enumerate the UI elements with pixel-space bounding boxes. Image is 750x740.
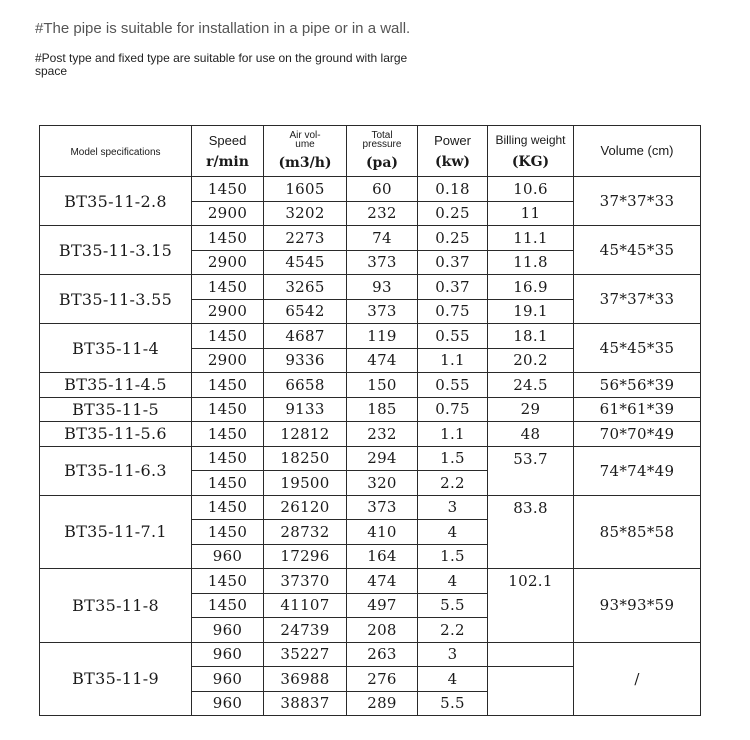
air-cell: 35227 — [264, 642, 347, 667]
model-cell: BT35-11-4 — [40, 324, 192, 373]
header-air-volume — [264, 126, 347, 177]
model-cell: BT35-11-9 — [40, 642, 192, 716]
pressure-cell: 410 — [347, 520, 418, 545]
speed-cell: 1450 — [192, 446, 264, 471]
weight-cell: 11.1 — [488, 226, 574, 251]
weight-cell — [488, 667, 574, 692]
weight-cell: 83.8 — [488, 495, 574, 520]
speed-cell: 2900 — [192, 250, 264, 275]
pressure-cell: 164 — [347, 544, 418, 569]
table-row — [40, 275, 701, 300]
speed-cell: 1450 — [192, 471, 264, 496]
install-note: #The pipe is suitable for installation in a pipe or in a wall. — [35, 20, 411, 37]
air-cell: 26120 — [264, 495, 347, 520]
power-cell: 0.37 — [418, 275, 488, 300]
header-power-label: Power — [434, 132, 471, 148]
power-cell: 1.1 — [418, 348, 488, 373]
table-row — [40, 642, 701, 667]
pressure-cell: 185 — [347, 397, 418, 422]
model-cell: BT35-11-8 — [40, 569, 192, 643]
header-weight — [488, 126, 574, 177]
air-cell: 41107 — [264, 593, 347, 618]
model-cell: BT35-11-2.8 — [40, 177, 192, 226]
air-cell: 6542 — [264, 299, 347, 324]
air-cell: 18250 — [264, 446, 347, 471]
weight-cell: 48 — [488, 422, 574, 447]
volume-cell: 56*56*39 — [574, 373, 701, 398]
weight-cell: 20.2 — [488, 348, 574, 373]
speed-cell: 1450 — [192, 422, 264, 447]
weight-cell: 19.1 — [488, 299, 574, 324]
header-model-label: Model specifications — [70, 147, 161, 158]
header-speed — [192, 126, 264, 177]
speed-cell: 960 — [192, 544, 264, 569]
header-volume — [574, 126, 701, 177]
volume-cell: 45*45*35 — [574, 324, 701, 373]
header-speed-unit: r/min — [206, 153, 249, 170]
pressure-cell: 320 — [347, 471, 418, 496]
power-cell: 0.55 — [418, 373, 488, 398]
power-cell: 2.2 — [418, 471, 488, 496]
pressure-cell: 208 — [347, 618, 418, 643]
pressure-cell: 232 — [347, 201, 418, 226]
power-cell: 1.5 — [418, 544, 488, 569]
volume-cell: 61*61*39 — [574, 397, 701, 422]
table-row — [40, 226, 701, 251]
header-speed-label: Speed — [208, 132, 247, 148]
air-cell: 4545 — [264, 250, 347, 275]
pressure-cell: 263 — [347, 642, 418, 667]
air-cell: 28732 — [264, 520, 347, 545]
header-power-unit: (kw) — [435, 153, 470, 170]
header-power — [418, 126, 488, 177]
volume-cell: / — [574, 642, 701, 716]
speed-cell: 1450 — [192, 177, 264, 202]
weight-cell — [488, 618, 574, 643]
speed-cell: 2900 — [192, 201, 264, 226]
weight-cell: 102.1 — [488, 569, 574, 594]
header-row — [40, 126, 701, 177]
air-cell: 38837 — [264, 691, 347, 716]
pressure-cell: 474 — [347, 569, 418, 594]
air-cell: 4687 — [264, 324, 347, 349]
speed-cell: 1450 — [192, 373, 264, 398]
volume-cell: 37*37*33 — [574, 275, 701, 324]
volume-cell: 85*85*58 — [574, 495, 701, 569]
air-cell: 17296 — [264, 544, 347, 569]
model-cell: BT35-11-5.6 — [40, 422, 192, 447]
weight-cell — [488, 593, 574, 618]
header-weight-unit: (KG) — [511, 153, 550, 170]
model-cell: BT35-11-5 — [40, 397, 192, 422]
weight-cell — [488, 544, 574, 569]
weight-cell — [488, 471, 574, 496]
power-cell: 3 — [418, 495, 488, 520]
power-cell: 1.5 — [418, 446, 488, 471]
model-cell: BT35-11-6.3 — [40, 446, 192, 495]
pressure-cell: 373 — [347, 299, 418, 324]
power-cell: 5.5 — [418, 691, 488, 716]
weight-cell: 24.5 — [488, 373, 574, 398]
model-cell: BT35-11-7.1 — [40, 495, 192, 569]
power-cell: 4 — [418, 569, 488, 594]
weight-cell: 11.8 — [488, 250, 574, 275]
air-cell: 12812 — [264, 422, 347, 447]
volume-cell: 93*93*59 — [574, 569, 701, 643]
weight-cell — [488, 642, 574, 667]
power-cell: 2.2 — [418, 618, 488, 643]
air-cell: 1605 — [264, 177, 347, 202]
speed-cell: 960 — [192, 667, 264, 692]
air-cell: 2273 — [264, 226, 347, 251]
header-air-label: Air vol- ume — [289, 130, 321, 150]
table-row — [40, 397, 701, 422]
pressure-cell: 93 — [347, 275, 418, 300]
header-weight-label: Billing weight — [495, 132, 566, 147]
table-row — [40, 569, 701, 594]
table-row — [40, 495, 701, 520]
usage-note: #Post type and fixed type are suitable for use on the ground with large space — [35, 51, 408, 78]
header-model — [40, 126, 192, 177]
table-row — [40, 324, 701, 349]
spec-table — [39, 125, 701, 716]
speed-cell: 1450 — [192, 397, 264, 422]
weight-cell: 18.1 — [488, 324, 574, 349]
pressure-cell: 276 — [347, 667, 418, 692]
speed-cell: 1450 — [192, 275, 264, 300]
table-row — [40, 373, 701, 398]
power-cell: 0.37 — [418, 250, 488, 275]
power-cell: 4 — [418, 520, 488, 545]
speed-cell: 1450 — [192, 495, 264, 520]
weight-cell: 10.6 — [488, 177, 574, 202]
weight-cell — [488, 520, 574, 545]
speed-cell: 960 — [192, 618, 264, 643]
speed-cell: 1450 — [192, 324, 264, 349]
weight-cell: 11 — [488, 201, 574, 226]
pressure-cell: 232 — [347, 422, 418, 447]
air-cell: 9336 — [264, 348, 347, 373]
volume-cell: 45*45*35 — [574, 226, 701, 275]
speed-cell: 1450 — [192, 593, 264, 618]
speed-cell: 1450 — [192, 226, 264, 251]
table-row — [40, 177, 701, 202]
power-cell: 3 — [418, 642, 488, 667]
header-pressure-unit: (pa) — [365, 155, 399, 171]
air-cell: 24739 — [264, 618, 347, 643]
air-cell: 19500 — [264, 471, 347, 496]
speed-cell: 1450 — [192, 569, 264, 594]
model-cell: BT35-11-3.55 — [40, 275, 192, 324]
pressure-cell: 74 — [347, 226, 418, 251]
table-row — [40, 422, 701, 447]
air-cell: 37370 — [264, 569, 347, 594]
power-cell: 0.25 — [418, 201, 488, 226]
air-cell: 36988 — [264, 667, 347, 692]
pressure-cell: 497 — [347, 593, 418, 618]
power-cell: 0.18 — [418, 177, 488, 202]
pressure-cell: 373 — [347, 250, 418, 275]
power-cell: 5.5 — [418, 593, 488, 618]
header-air-unit: (m3/h) — [278, 155, 332, 171]
header-volume-label: Volume (cm) — [600, 143, 674, 158]
weight-cell: 53.7 — [488, 446, 574, 471]
model-cell: BT35-11-4.5 — [40, 373, 192, 398]
volume-cell: 74*74*49 — [574, 446, 701, 495]
speed-cell: 2900 — [192, 299, 264, 324]
table-row — [40, 446, 701, 471]
header-pressure-label: Total pressure — [362, 130, 402, 150]
pressure-cell: 289 — [347, 691, 418, 716]
pressure-cell: 60 — [347, 177, 418, 202]
speed-cell: 1450 — [192, 520, 264, 545]
air-cell: 3265 — [264, 275, 347, 300]
air-cell: 9133 — [264, 397, 347, 422]
header-pressure — [347, 126, 418, 177]
pressure-cell: 119 — [347, 324, 418, 349]
weight-cell: 29 — [488, 397, 574, 422]
speed-cell: 960 — [192, 691, 264, 716]
volume-cell: 37*37*33 — [574, 177, 701, 226]
air-cell: 3202 — [264, 201, 347, 226]
power-cell: 0.75 — [418, 299, 488, 324]
power-cell: 0.75 — [418, 397, 488, 422]
speed-cell: 2900 — [192, 348, 264, 373]
model-cell: BT35-11-3.15 — [40, 226, 192, 275]
power-cell: 0.55 — [418, 324, 488, 349]
power-cell: 0.25 — [418, 226, 488, 251]
volume-cell: 70*70*49 — [574, 422, 701, 447]
pressure-cell: 294 — [347, 446, 418, 471]
pressure-cell: 373 — [347, 495, 418, 520]
pressure-cell: 474 — [347, 348, 418, 373]
power-cell: 1.1 — [418, 422, 488, 447]
speed-cell: 960 — [192, 642, 264, 667]
power-cell: 4 — [418, 667, 488, 692]
air-cell: 6658 — [264, 373, 347, 398]
weight-cell — [488, 691, 574, 716]
pressure-cell: 150 — [347, 373, 418, 398]
weight-cell: 16.9 — [488, 275, 574, 300]
